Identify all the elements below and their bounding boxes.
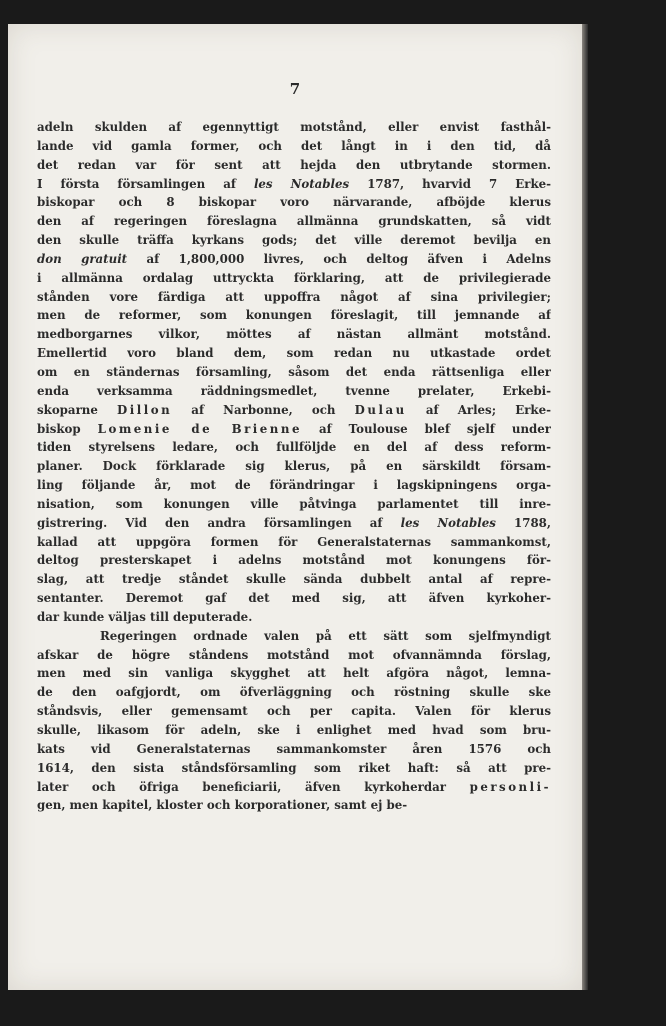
text-segment: den skulle träffa kyrkans gods; det ville deremot bevilja en bbox=[37, 233, 551, 248]
text-segment: kallad att uppgöra formen för Generalstaternas sammankomst, bbox=[37, 534, 551, 549]
italic-text: les Notables bbox=[400, 515, 496, 530]
spaced-name-text: Lomenie de Brienne bbox=[97, 421, 302, 436]
text-segment: om en ständernas församling, såsom det enda rättsenliga eller bbox=[37, 364, 551, 379]
text-segment: gen, men kapitel, kloster och korporationer, samt ej be- bbox=[37, 798, 408, 813]
italic-text: don gratuit bbox=[37, 251, 128, 266]
text-line bbox=[37, 344, 551, 363]
text-segment: af Narbonne, och bbox=[172, 402, 355, 417]
text-line bbox=[37, 212, 551, 231]
text-line bbox=[37, 231, 551, 250]
text-segment: 1787, hvarvid 7 Erke- bbox=[349, 176, 551, 191]
text-line bbox=[37, 551, 551, 570]
book-page bbox=[8, 24, 582, 990]
text-line bbox=[37, 457, 551, 476]
text-segment: adeln skulden af egennyttigt motstånd, eller envist fasthål- bbox=[37, 120, 551, 134]
text-segment: kats vid Generalstaternas sammankomster åren 1576 och bbox=[37, 741, 551, 756]
text-line bbox=[37, 420, 551, 439]
text-segment: men de reformer, som konungen föreslagit, till jemnande af bbox=[37, 308, 551, 323]
text-line bbox=[37, 363, 551, 382]
text-line bbox=[37, 401, 551, 420]
text-line bbox=[37, 476, 551, 495]
text-segment: afskar de högre ståndens motstånd mot ofvannämnda förslag, bbox=[37, 647, 551, 662]
text-segment: sentanter. Deremot gaf det med sig, att äfven kyrkoher- bbox=[37, 591, 551, 606]
text-segment: skulle, likasom för adeln, ske i enlighet med hvad som bru- bbox=[37, 723, 551, 737]
text-line bbox=[37, 646, 551, 665]
text-segment: skoparne bbox=[37, 402, 118, 417]
text-segment: af 1,800,000 livres, och deltog äfven i Adelns bbox=[127, 251, 551, 266]
spaced-name-text: Dulau bbox=[354, 402, 407, 417]
text-line bbox=[37, 382, 551, 401]
text-segment: ling följande år, mot de förändringar i lagskipningens orga- bbox=[37, 478, 551, 493]
text-segment: medborgarnes vilkor, möttes af nästan allmänt motstånd. bbox=[37, 327, 551, 342]
text-line bbox=[37, 796, 551, 815]
text-segment: tiden styrelsens ledare, och fullföljde en del af dess reform- bbox=[37, 440, 551, 455]
text-segment: den af regeringen föreslagna allmänna grundskatten, så vidt bbox=[37, 214, 551, 229]
text-line bbox=[37, 778, 551, 797]
text-line bbox=[37, 721, 551, 740]
text-line bbox=[37, 306, 551, 325]
text-line bbox=[37, 438, 551, 457]
text-line bbox=[37, 156, 551, 175]
text-line bbox=[37, 250, 551, 269]
text-line bbox=[37, 759, 551, 778]
spaced-name-text: Dillon bbox=[117, 402, 173, 417]
body-text bbox=[37, 118, 551, 815]
text-line bbox=[37, 288, 551, 307]
text-segment: i allmänna ordalag uttryckta förklaring, att de privilegierade bbox=[37, 270, 551, 285]
text-segment: af Toulouse blef sjelf under bbox=[301, 421, 551, 436]
text-segment: enda verksamma räddningsmedlet, tvenne prelater, Erkebi- bbox=[37, 383, 551, 398]
text-segment: deltog presterskapet i adelns motstånd mot konungens för- bbox=[37, 553, 551, 568]
text-line bbox=[37, 118, 551, 137]
text-segment: af Arles; Erke- bbox=[406, 402, 551, 417]
text-line bbox=[37, 175, 551, 194]
spaced-name-text: personli- bbox=[469, 779, 551, 794]
page-edge-shadow bbox=[582, 24, 588, 990]
text-segment: biskop bbox=[37, 421, 98, 436]
text-segment: 1614, den sista ståndsförsamling som riket haft: så att pre- bbox=[37, 760, 551, 775]
text-line bbox=[37, 664, 551, 683]
text-line bbox=[37, 627, 551, 646]
text-segment: det redan var för sent att hejda den utbrytande stormen. bbox=[37, 157, 551, 172]
text-line bbox=[37, 193, 551, 212]
text-line bbox=[37, 137, 551, 156]
text-segment: gistrering. Vid den andra församlingen af bbox=[37, 515, 401, 530]
text-line bbox=[37, 269, 551, 288]
text-line bbox=[37, 325, 551, 344]
text-line bbox=[37, 589, 551, 608]
text-line bbox=[37, 533, 551, 552]
text-segment: Regeringen ordnade valen på ett sätt som sjelfmyndigt bbox=[100, 628, 551, 643]
text-segment: Emellertid voro bland dem, som redan nu utkastade ordet bbox=[37, 346, 551, 361]
text-line bbox=[37, 608, 551, 627]
text-segment: I första församlingen af bbox=[37, 176, 254, 191]
text-segment: stånden vore färdiga att uppoffra något af sina privilegier; bbox=[37, 289, 551, 304]
text-line bbox=[37, 683, 551, 702]
text-segment: slag, att tredje ståndet skulle sända dubbelt antal af repre- bbox=[37, 572, 551, 587]
text-segment: men med sin vanliga skygghet att helt afgöra något, lemna- bbox=[37, 666, 551, 681]
text-segment: later och öfriga beneficiarii, äfven kyrkoherdar bbox=[37, 779, 470, 794]
text-segment: planer. Dock förklarade sig klerus, på en särskildt försam- bbox=[37, 459, 551, 474]
text-segment: lande vid gamla former, och det långt in i den tid, då bbox=[37, 138, 551, 153]
text-line bbox=[37, 570, 551, 589]
italic-text: les Notables bbox=[253, 176, 350, 191]
text-line bbox=[37, 514, 551, 533]
text-segment: nisation, som konungen ville påtvinga parlamentet till inre- bbox=[37, 496, 551, 511]
text-line bbox=[37, 702, 551, 721]
text-line bbox=[37, 740, 551, 759]
text-segment: ståndsvis, eller gemensamt och per capita. Valen för klerus bbox=[37, 704, 551, 719]
text-line bbox=[37, 495, 551, 514]
page-number: 7 bbox=[289, 80, 301, 98]
text-segment: dar kunde väljas till deputerade. bbox=[37, 609, 253, 624]
text-segment: biskopar och 8 biskopar voro närvarande, afböjde klerus bbox=[37, 195, 551, 210]
text-segment: 1788, bbox=[495, 515, 551, 530]
text-segment: de den oafgjordt, om öfverläggning och röstning skulle ske bbox=[37, 685, 551, 700]
